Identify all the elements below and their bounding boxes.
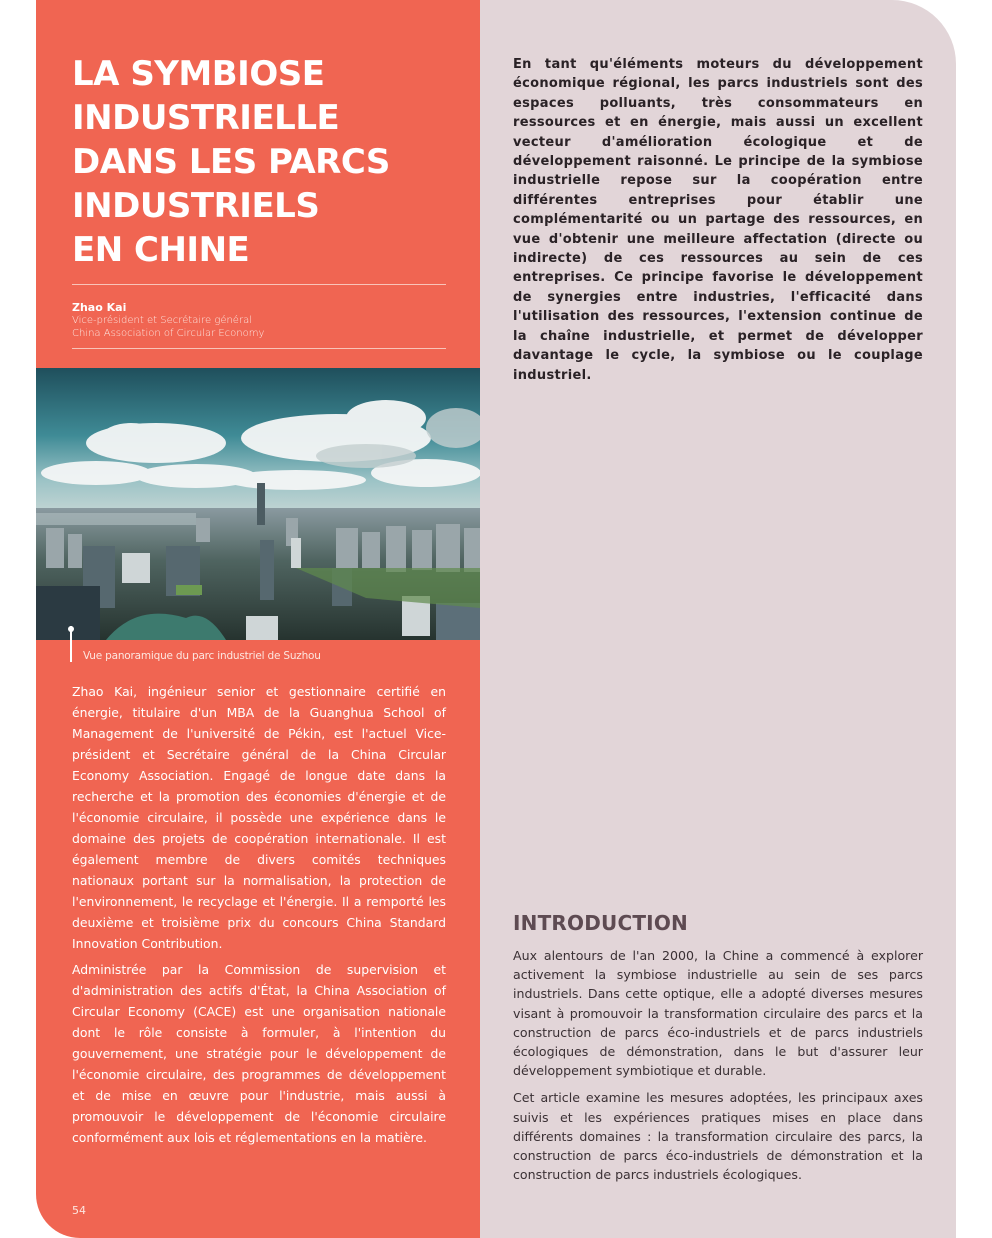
- intro-paragraph: Aux alentours de l'an 2000, la Chine a commencé à explorer activement la symbiose industrielle au sein de ses parcs industriels. Dans cette optique, elle a adopté diverses mesures visant à promouvoir la transformation circulaire des parcs et la construction de parcs éco-industriels et de parcs industriels écologiques de démonstration, dans le but d'assurer leur développement symbiotique et durable.: [513, 948, 923, 1079]
- author-role: Vice-président et Secrétaire général: [72, 315, 252, 326]
- lead-paragraph: En tant qu'éléments moteurs du développement économique régional, les parcs industriels sont des espaces polluants, très consommateurs en ressources et en énergie, mais aussi un excellent vecteur d'amélioration écologique et de développement raisonné. Le principe de la symbiose industrielle repose sur la coopération entre différentes entreprises pour établir une complémentarité ou un partage des ressources, en vue d'obtenir une meilleure affectation (directe ou indirecte) de ces ressources au sein de ces entreprises. Ce principe favorise le développement de synergies entre industries, l'efficacité dans l'utilisation des ressources, l'extension continue de la chaîne industrielle, et permet de développer davantage le cycle, la symbiose ou le couplage industriel.: [513, 57, 923, 383]
- title-line: INDUSTRIELLE: [72, 98, 340, 138]
- page-number: 54: [72, 1204, 86, 1217]
- bio-paragraph: Zhao Kai, ingénieur senior et gestionnaire certifié en énergie, titulaire d'un MBA de la Guanghua School of Management de l'université de Pékin, est l'actuel Vice-président et Secrétaire général de la China Circular Economy Association. Engagé de longue date dans la recherche et la promotion des économies d'énergie et de l'économie circulaire, il possède une expérience dans le domaine des projets de coopération internationale. Il est également membre de divers comités techniques nationaux portant sur la normalisation, la protection de l'environnement, le recyclage et l'énergie. Il a remporté les deuxième et troisième prix du concours China Standard Innovation Contribution.: [72, 684, 446, 951]
- suzhou-park-photo: [36, 368, 480, 640]
- title-line: EN CHINE: [72, 230, 250, 270]
- author-organization: China Association of Circular Economy: [72, 328, 265, 339]
- bio-paragraph: Administrée par la Commission de supervision et d'administration des actifs d'État, la China Association of Circular Economy (CACE) est une organisation nationale dont le rôle consiste à formuler, à l'intention du gouvernement, une stratégie pour le développement de l'économie circulaire, des programmes de développement et de mise en œuvre pour l'industrie, mais aussi à promouvoir le développement de l'économie circulaire conformément aux lois et réglementations en la matière.: [72, 962, 446, 1145]
- divider: [72, 348, 446, 349]
- divider: [72, 284, 446, 285]
- cityscape-image: [36, 368, 480, 640]
- title-line: INDUSTRIELS: [72, 186, 320, 226]
- title-line: LA SYMBIOSE: [72, 54, 325, 94]
- author-block: [72, 301, 264, 340]
- author-name: Zhao Kai: [72, 301, 127, 314]
- article-title: [72, 52, 472, 272]
- author-bio: [72, 681, 446, 1153]
- photo-caption: Vue panoramique du parc industriel de Suzhou: [83, 650, 321, 662]
- title-line: DANS LES PARCS: [72, 142, 390, 182]
- introduction-heading: INTRODUCTION: [513, 911, 688, 935]
- caption-marker: [70, 626, 72, 662]
- introduction-body: [513, 946, 923, 1192]
- intro-paragraph: Cet article examine les mesures adoptées, les principaux axes suivis et les expériences pratiques mises en place dans différents domaines : la transformation circulaire des parcs, la construction de parcs éco-industriels de démonstration et la construction de parcs industriels écologiques.: [513, 1090, 923, 1183]
